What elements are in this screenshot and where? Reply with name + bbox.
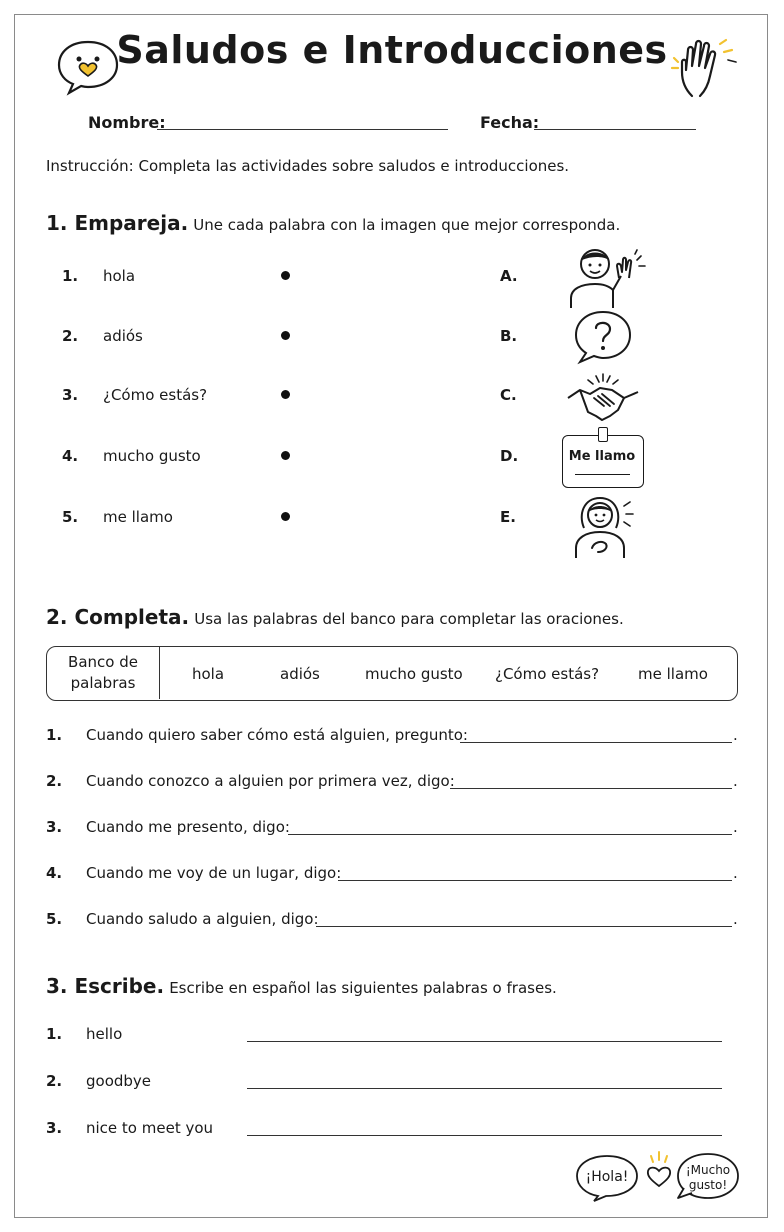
word-bank-title-line1: Banco de — [68, 653, 138, 671]
match-word: mucho gusto — [103, 447, 201, 465]
match-word: adiós — [103, 327, 143, 345]
bank-word: hola — [192, 665, 225, 683]
waving-person-icon[interactable] — [565, 244, 653, 310]
match-dot[interactable] — [281, 451, 290, 460]
translate-answer-field[interactable] — [247, 1135, 722, 1136]
sentence-text: Cuando me presento, digo: — [86, 818, 290, 836]
match-word: me llamo — [103, 508, 173, 526]
sentence-answer-field[interactable] — [316, 926, 732, 927]
translate-phrase: nice to meet you — [86, 1119, 214, 1137]
match-number: 1. — [62, 267, 79, 285]
section-1-heading — [46, 211, 620, 235]
section-2-description: Usa las palabras del banco para completar las oraciones. — [194, 610, 624, 628]
match-word: ¿Cómo estás? — [103, 386, 208, 404]
translate-number: 2. — [46, 1072, 63, 1090]
match-letter: B. — [500, 327, 518, 345]
sentence-text: Cuando quiero saber cómo está alguien, pregunto: — [86, 726, 468, 744]
date-label: Fecha: — [480, 113, 540, 132]
bank-word: me llamo — [638, 665, 708, 683]
date-field[interactable] — [534, 129, 696, 130]
footer-bubble-left-text: ¡Hola! — [585, 1169, 629, 1185]
section-1-title: 1. Empareja. — [46, 211, 189, 235]
sentence-period: . — [733, 726, 738, 744]
translate-answer-field[interactable] — [247, 1041, 722, 1042]
sentence-number: 2. — [46, 772, 63, 790]
word-bank-title-line2: palabras — [70, 674, 136, 692]
translate-answer-field[interactable] — [247, 1088, 722, 1089]
name-badge[interactable] — [562, 435, 644, 488]
bank-word: ¿Cómo estás? — [495, 665, 600, 683]
footer-bubble-right-line2: gusto! — [688, 1178, 728, 1192]
bank-word: mucho gusto — [365, 665, 463, 683]
match-letter: A. — [500, 267, 518, 285]
section-2-heading — [46, 605, 624, 629]
sentence-period: . — [733, 864, 738, 882]
section-1-description: Une cada palabra con la imagen que mejor corresponda. — [193, 216, 621, 234]
match-number: 3. — [62, 386, 79, 404]
question-bubble-icon[interactable] — [572, 309, 634, 365]
match-word: hola — [103, 267, 136, 285]
sentence-number: 4. — [46, 864, 63, 882]
match-dot[interactable] — [281, 512, 290, 521]
match-letter: E. — [500, 508, 516, 526]
heart-icon — [643, 1150, 675, 1192]
match-dot[interactable] — [281, 271, 290, 280]
match-number: 5. — [62, 508, 79, 526]
waving-hand-icon — [670, 36, 746, 100]
translate-phrase: hello — [86, 1025, 123, 1043]
badge-clip — [598, 427, 608, 442]
badge-text: Me llamo — [568, 449, 636, 464]
section-2-title: 2. Completa. — [46, 605, 190, 629]
translate-phrase: goodbye — [86, 1072, 152, 1090]
translate-number: 1. — [46, 1025, 63, 1043]
name-field[interactable] — [157, 129, 448, 130]
sentence-number: 5. — [46, 910, 63, 928]
sentence-text: Cuando me voy de un lugar, digo: — [86, 864, 342, 882]
sentence-answer-field[interactable] — [338, 880, 732, 881]
match-number: 4. — [62, 447, 79, 465]
word-bank — [46, 646, 738, 701]
sentence-text: Cuando conozco a alguien por primera vez, digo: — [86, 772, 455, 790]
section-3-heading — [46, 974, 557, 998]
girl-introducing-icon[interactable] — [570, 494, 638, 560]
name-label: Nombre: — [88, 113, 166, 132]
sentence-answer-field[interactable] — [450, 788, 732, 789]
match-number: 2. — [62, 327, 79, 345]
match-dot[interactable] — [281, 390, 290, 399]
match-letter: C. — [500, 386, 517, 404]
sentence-period: . — [733, 910, 738, 928]
sentence-period: . — [733, 818, 738, 836]
sentence-period: . — [733, 772, 738, 790]
word-bank-title — [47, 647, 160, 699]
bank-word: adiós — [280, 665, 320, 683]
match-letter: D. — [500, 447, 519, 465]
section-3-description: Escribe en español las siguientes palabras o frases. — [169, 979, 557, 997]
sentence-answer-field[interactable] — [288, 834, 732, 835]
badge-line — [575, 474, 630, 475]
instruction-text: Instrucción: Completa las actividades sobre saludos e introducciones. — [46, 157, 570, 175]
sentence-number: 1. — [46, 726, 63, 744]
sentence-answer-field[interactable] — [460, 742, 732, 743]
section-3-title: 3. Escribe. — [46, 974, 165, 998]
handshake-icon[interactable] — [566, 372, 640, 424]
match-dot[interactable] — [281, 331, 290, 340]
sentence-text: Cuando saludo a alguien, digo: — [86, 910, 319, 928]
page-title: Saludos e Introducciones — [116, 28, 668, 72]
footer-bubble-right-text — [680, 1163, 736, 1193]
sentence-number: 3. — [46, 818, 63, 836]
footer-bubble-right-line1: ¡Mucho — [685, 1163, 731, 1177]
translate-number: 3. — [46, 1119, 63, 1137]
